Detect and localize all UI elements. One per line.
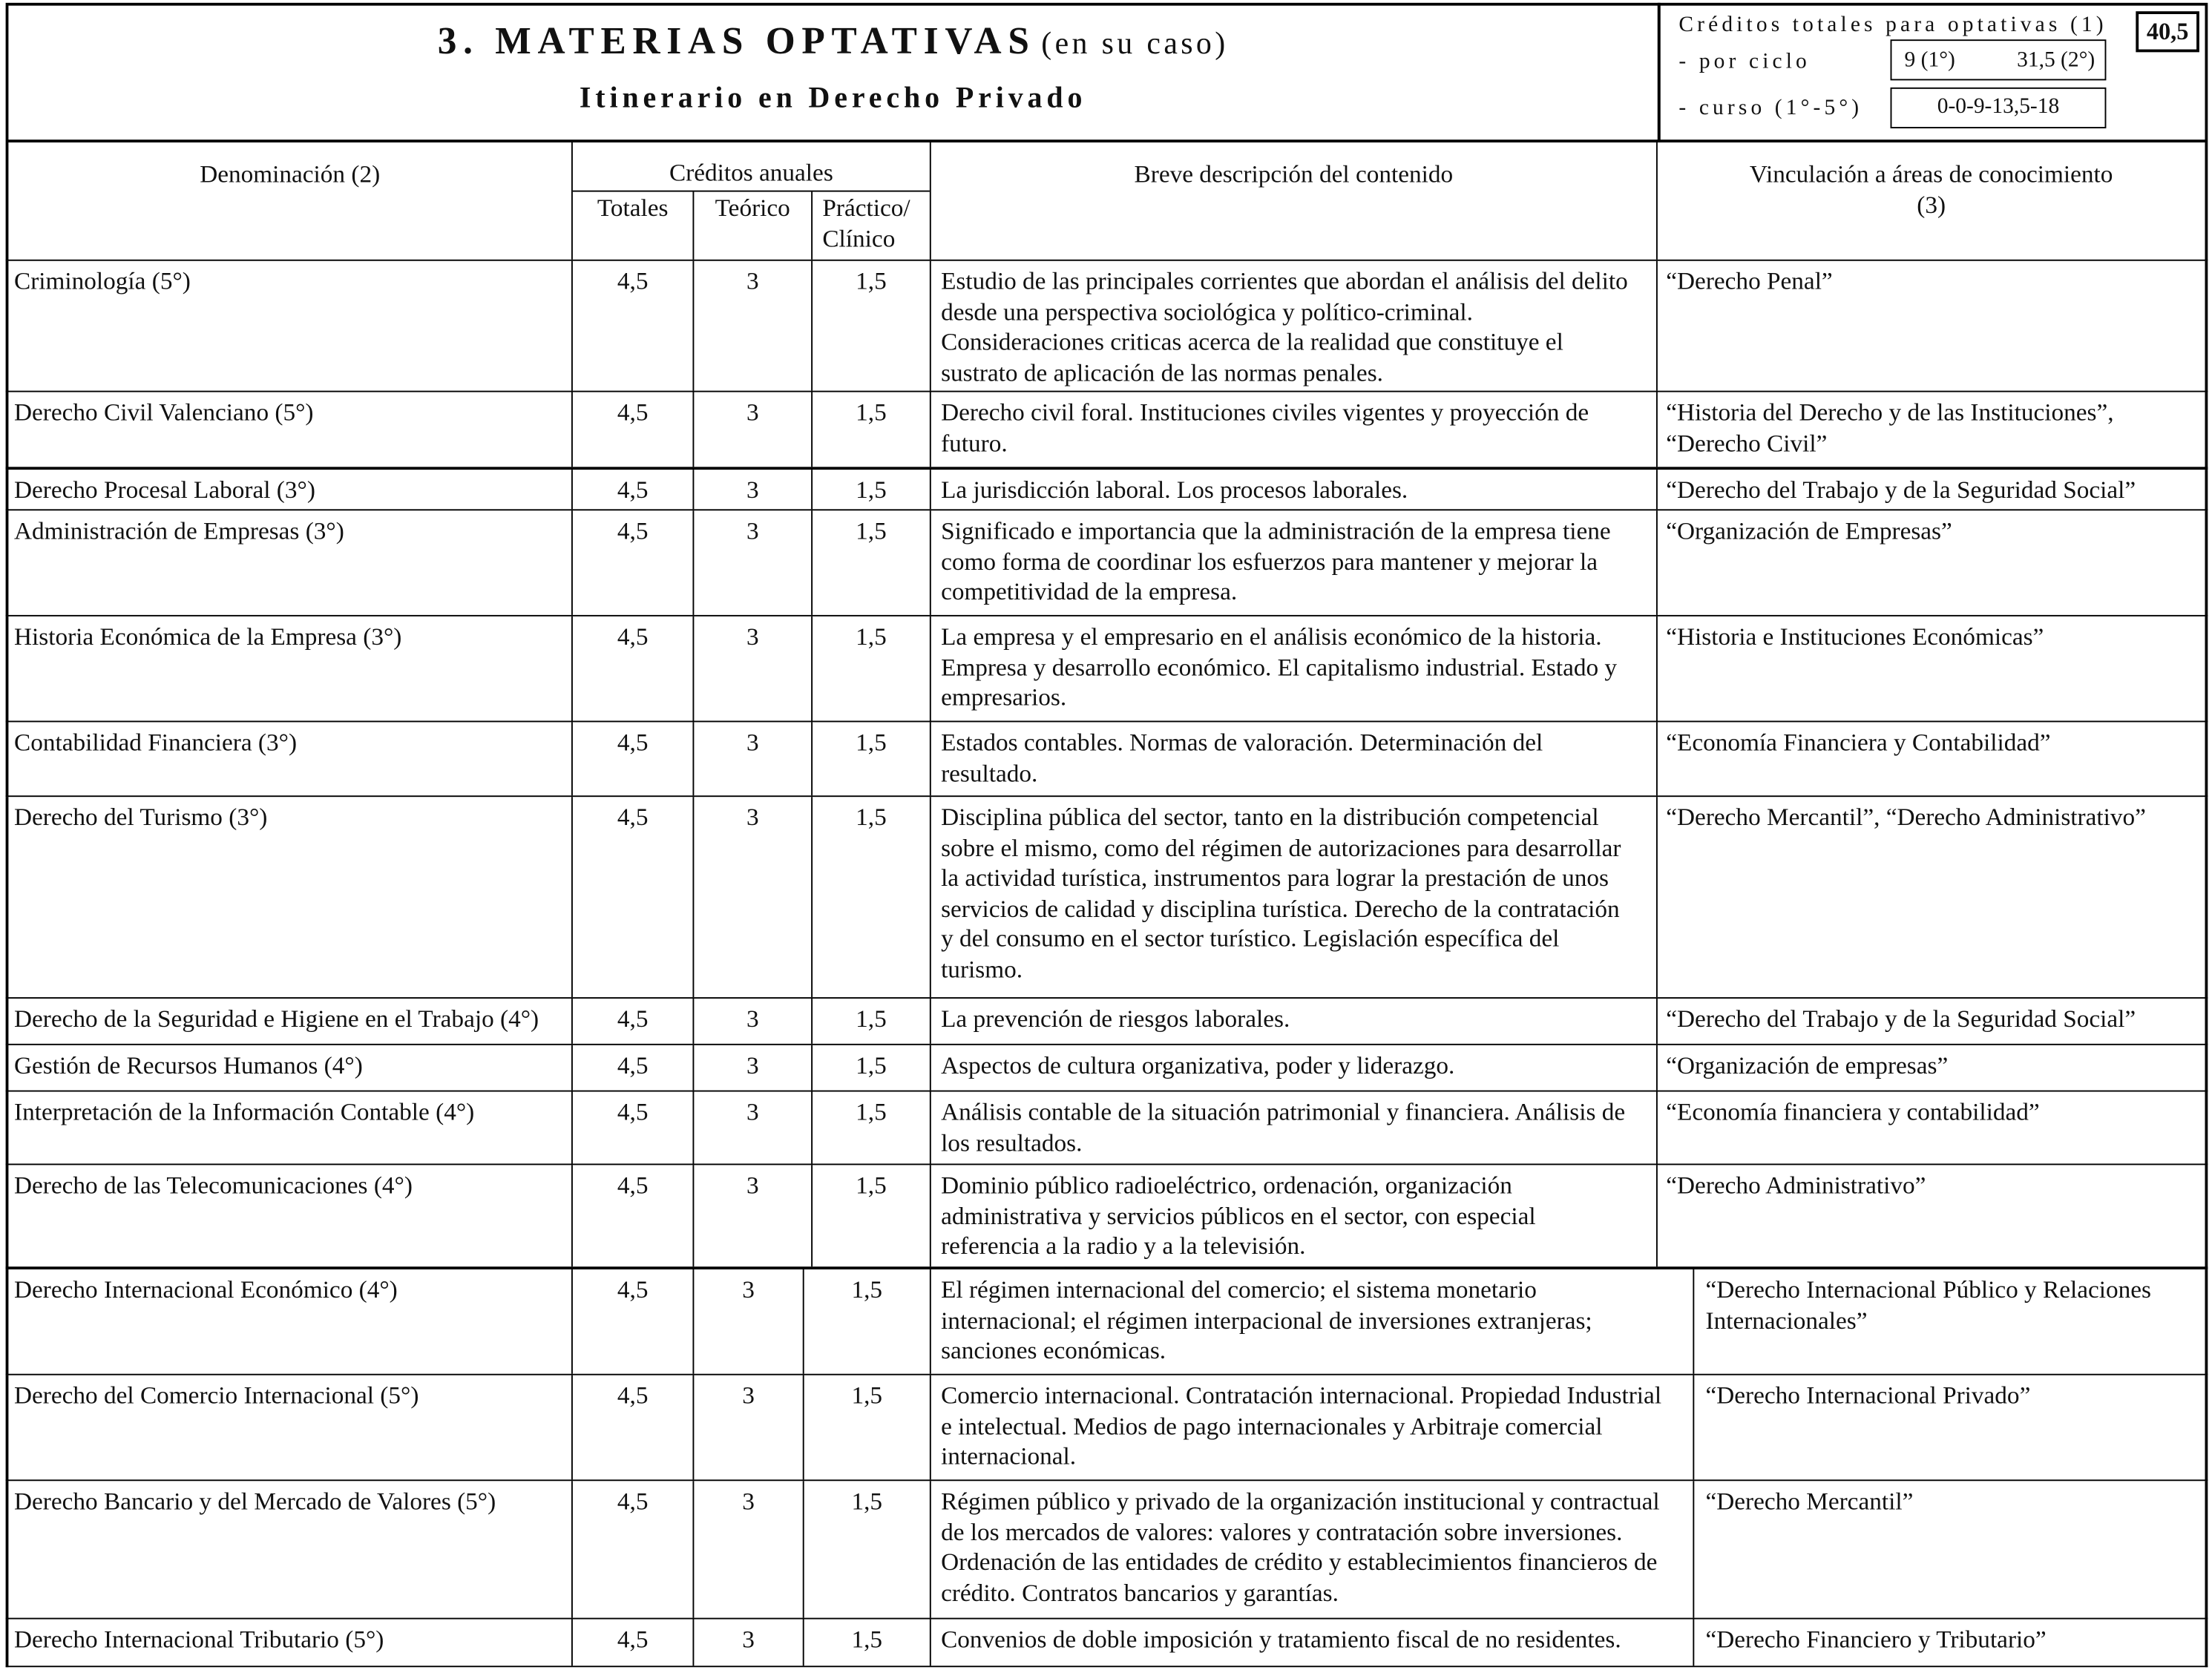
subject-name: Derecho de las Telecomunicaciones (4°)	[8, 1165, 572, 1266]
knowledge-area: “Derecho Mercantil”	[1705, 1486, 1914, 1515]
credits-total: 4,5	[573, 617, 694, 721]
knowledge-area: “Economía financiera y contabilidad”	[1666, 1097, 2040, 1126]
credits-total: 4,5	[573, 1481, 694, 1617]
credits-theory: 3	[694, 510, 813, 615]
subject-name: Contabilidad Financiera (3°)	[8, 722, 572, 795]
credits-theory: 3	[694, 1165, 813, 1266]
content-description: El régimen internacional del comercio; el sistema monetario internacional; el régimen interpacional de inversiones extranjeras; sanciones económicas.	[931, 1269, 1695, 1374]
content-description: Convenios de doble imposición y tratamiento fiscal de no residentes.	[931, 1620, 1695, 1666]
credits-theory: 3	[694, 470, 813, 509]
column-header-totales: Totales	[573, 192, 694, 260]
credits-theory: 3	[694, 1045, 813, 1091]
credits-total: 4,5	[573, 797, 694, 997]
per-cycle-label: - por ciclo	[1678, 49, 1811, 73]
table-row	[6, 999, 2208, 1045]
table-row	[6, 617, 2208, 723]
knowledge-area: “Historia del Derecho y de las Instituciones”, “Derecho Civil”	[1666, 398, 2114, 457]
credits-theory: 3	[694, 999, 813, 1044]
credits-theory: 3	[694, 617, 813, 721]
subject-name: Historia Económica de la Empresa (3°)	[8, 617, 572, 721]
subject-name: Derecho del Turismo (3°)	[8, 797, 572, 997]
credits-practice: 1,5	[804, 1375, 931, 1480]
content-description: Estudio de las principales corrientes que abordan el análisis del delito desde una perspectiva sociológica y político-criminal. Consideraciones criticas acerca de la realidad que constituye el sustrato de aplicación de las normas penales.	[931, 261, 1658, 391]
subject-name: Derecho de la Seguridad e Higiene en el Trabajo (4°)	[8, 999, 572, 1044]
content-description: Régimen público y privado de la organización institucional y contractual de los mercados de valores: valores y contratación sobre inversiones. Ordenación de las entidades de crédito y establecimientos financieros de crédito. Contratos bancarios y garantías.	[931, 1481, 1695, 1617]
credits-practice: 1,5	[813, 617, 931, 721]
credits-theory: 3	[694, 797, 813, 997]
table-row	[6, 1092, 2208, 1166]
content-description: Dominio público radioeléctrico, ordenación, organización administrativa y servicios públicos en el sector, con especial referencia a la radio y a la televisión.	[931, 1165, 1658, 1266]
knowledge-area: “Economía Financiera y Contabilidad”	[1666, 728, 2051, 757]
table-row	[6, 261, 2208, 392]
credits-theory: 3	[694, 261, 813, 391]
content-description: La empresa y el empresario en el análisis económico de la historia. Empresa y desarrollo económico. El capitalismo industrial. Estado y empresarios.	[931, 617, 1658, 721]
table-row	[6, 1045, 2208, 1092]
column-header-descripcion: Breve descripción del contenido	[931, 142, 1658, 260]
page-title	[8, 19, 1657, 70]
credits-practice: 1,5	[804, 1620, 931, 1666]
table-row	[6, 510, 2208, 617]
knowledge-area: “Derecho del Trabajo y de la Seguridad Social”	[1666, 475, 2136, 504]
table-row	[6, 1375, 2208, 1482]
subject-name: Derecho Bancario y del Mercado de Valores (5°)	[8, 1481, 572, 1617]
title-main: 3. MATERIAS OPTATIVAS	[437, 19, 1036, 62]
subject-name: Administración de Empresas (3°)	[8, 510, 572, 615]
knowledge-area: “Historia e Instituciones Económicas”	[1666, 622, 2044, 651]
credits-practice: 1,5	[804, 1269, 931, 1374]
content-description: La jurisdicción laboral. Los procesos laborales.	[931, 470, 1658, 509]
total-credits-value: 40,5	[2136, 11, 2199, 52]
credits-total: 4,5	[573, 392, 694, 467]
subject-name: Derecho Internacional Económico (4°)	[8, 1269, 572, 1374]
table-row	[6, 722, 2208, 797]
knowledge-area: “Organización de empresas”	[1666, 1051, 1949, 1079]
content-description: Derecho civil foral. Instituciones civiles vigentes y proyección de futuro.	[931, 392, 1658, 467]
content-description: La prevención de riesgos laborales.	[931, 999, 1658, 1044]
table-row	[6, 1620, 2208, 1668]
credits-theory: 3	[694, 1481, 804, 1617]
table-row	[6, 1481, 2208, 1619]
table-header	[6, 142, 2208, 261]
knowledge-area: “Derecho Internacional Privado”	[1705, 1381, 2031, 1410]
subject-name: Derecho Civil Valenciano (5°)	[8, 392, 572, 467]
content-description: Disciplina pública del sector, tanto en la distribución competencial sobre el mismo, como del régimen de autorizaciones para desarrollar la actividad turística, instrumentos para lograr la prestación de unos servicios de calidad y disciplina turística. Derecho de la contratación y del consumo en el sector turístico. Legislación específica del turismo.	[931, 797, 1658, 997]
subject-name: Derecho Internacional Tributario (5°)	[8, 1620, 572, 1666]
knowledge-area: “Derecho Penal”	[1666, 266, 1833, 295]
subject-name: Interpretación de la Información Contable (4°)	[8, 1092, 572, 1164]
first-cycle-value: 9 (1°)	[1904, 47, 1955, 72]
credits-summary	[1658, 3, 2208, 142]
credits-theory: 3	[694, 1269, 804, 1374]
credits-theory: 3	[694, 722, 813, 795]
credits-practice: 1,5	[813, 797, 931, 997]
second-cycle-value: 31,5 (2°)	[2017, 47, 2096, 72]
knowledge-area: “Derecho Administrativo”	[1666, 1170, 1926, 1200]
credits-total: 4,5	[573, 1375, 694, 1480]
column-header-teorico: Teórico	[694, 192, 813, 260]
creditos-anuales-label: Créditos anuales	[573, 142, 930, 192]
subject-name: Derecho del Comercio Internacional (5°)	[8, 1375, 572, 1480]
content-description: Análisis contable de la situación patrimonial y financiera. Análisis de los resultados.	[931, 1092, 1658, 1164]
credits-practice: 1,5	[813, 1092, 931, 1164]
subject-name: Derecho Procesal Laboral (3°)	[8, 470, 572, 509]
credits-practice: 1,5	[813, 470, 931, 509]
title-note: (en su caso)	[1041, 25, 1229, 61]
credits-practice: 1,5	[804, 1481, 931, 1617]
content-description: Estados contables. Normas de valoración. Determinación del resultado.	[931, 722, 1658, 795]
knowledge-area: “Derecho Mercantil”, “Derecho Administrativo”	[1666, 802, 2146, 831]
per-course-label: - curso (1°-5°)	[1678, 96, 1863, 120]
knowledge-area: “Derecho Financiero y Tributario”	[1705, 1625, 2047, 1654]
subject-name: Gestión de Recursos Humanos (4°)	[8, 1045, 572, 1091]
credits-practice: 1,5	[813, 1045, 931, 1091]
per-cycle-box	[1891, 39, 2107, 80]
knowledge-area: “Organización de Empresas”	[1666, 516, 1952, 545]
column-header-vinculacion: Vinculación a áreas de conocimiento (3)	[1749, 159, 2113, 218]
credits-total: 4,5	[573, 722, 694, 795]
credits-total: 4,5	[573, 1269, 694, 1374]
credits-practice: 1,5	[813, 1165, 931, 1266]
column-header-practico: Práctico/ Clínico	[822, 193, 910, 252]
title-block	[6, 3, 1661, 142]
credits-total: 4,5	[573, 470, 694, 509]
content-description: Comercio internacional. Contratación internacional. Propiedad Industrial e intelectual. Medios de pago internacionales y Arbitraje comercial internacional.	[931, 1375, 1695, 1480]
credits-total: 4,5	[573, 1045, 694, 1091]
total-credits-label: Créditos totales para optativas (1)	[1678, 13, 2107, 37]
creditos-subheaders	[573, 192, 930, 260]
content-description: Significado e importancia que la administración de la empresa tiene como forma de coordinar los esfuerzos para mantener y mejorar la competitividad de la empresa.	[931, 510, 1658, 615]
credits-theory: 3	[694, 1092, 813, 1164]
credits-practice: 1,5	[813, 392, 931, 467]
table-row	[6, 1165, 2208, 1269]
knowledge-area: “Derecho del Trabajo y de la Seguridad Social”	[1666, 1004, 2136, 1033]
credits-total: 4,5	[573, 1092, 694, 1164]
column-header-denominacion: Denominación (2)	[8, 142, 572, 260]
table-row	[6, 797, 2208, 999]
credits-practice: 1,5	[813, 510, 931, 615]
credits-total: 4,5	[573, 1620, 694, 1666]
credits-practice: 1,5	[813, 722, 931, 795]
credits-theory: 3	[694, 392, 813, 467]
page-subtitle: Itinerario en Derecho Privado	[579, 80, 1087, 114]
credits-practice: 1,5	[813, 261, 931, 391]
subject-name: Criminología (5°)	[8, 261, 572, 391]
credits-practice: 1,5	[813, 999, 931, 1044]
table-row	[6, 392, 2208, 470]
knowledge-area: “Derecho Internacional Público y Relaciones Internacionales”	[1705, 1275, 2151, 1334]
credits-theory: 3	[694, 1620, 804, 1666]
credits-total: 4,5	[573, 510, 694, 615]
credits-total: 4,5	[573, 261, 694, 391]
credits-total: 4,5	[573, 999, 694, 1044]
column-header-creditos	[573, 142, 931, 260]
table-row	[6, 1269, 2208, 1375]
per-course-value: 0-0-9-13,5-18	[1891, 88, 2107, 128]
credits-total: 4,5	[573, 1165, 694, 1266]
credits-theory: 3	[694, 1375, 804, 1480]
content-description: Aspectos de cultura organizativa, poder y liderazgo.	[931, 1045, 1658, 1091]
table-row	[6, 470, 2208, 510]
